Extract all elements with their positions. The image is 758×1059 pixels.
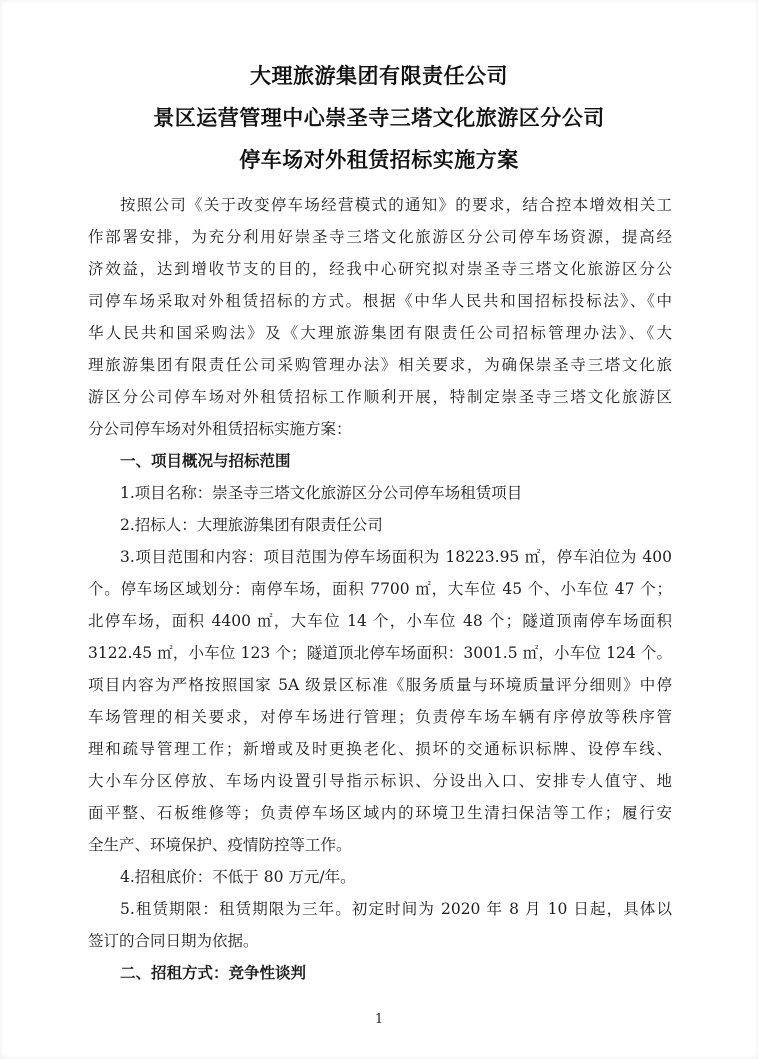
body-line: 项目内容为严格按照国家 5A 级景区标准《服务质量与环境质量评分细则》中停 — [88, 676, 672, 694]
body-line: 面平整、石板维修等；负责停车场区域内的环境卫生清扫保洁等工作；履行安 — [88, 804, 672, 822]
body-line: 济效益，达到增收节支的目的，经我中心研究拟对崇圣寺三塔文化旅游区分公 — [88, 260, 672, 278]
section-heading-overview: 一、项目概况与招标范围 — [120, 452, 291, 470]
item-project-name: 1.项目名称：崇圣寺三塔文化旅游区分公司停车场租赁项目 — [120, 484, 523, 502]
document-title-plan: 停车场对外租赁招标实施方案 — [239, 148, 519, 172]
body-line: 司停车场采取对外租赁招标的方式。根据《中华人民共和国招标投标法》、《中 — [88, 292, 672, 310]
item-scope: 3.项目范围和内容：项目范围为停车场面积为 18223.95 ㎡，停车泊位为 400 — [120, 548, 672, 566]
body-line: 车场管理的相关要求，对停车场进行管理；负责停车场车辆有序停放等秩序管 — [88, 708, 672, 726]
body-line: 理旅游集团有限责任公司采购管理办法》相关要求，为确保崇圣寺三塔文化旅 — [88, 356, 672, 374]
item-tenderer: 2.招标人：大理旅游集团有限责任公司 — [120, 516, 383, 534]
body-line: 按照公司《关于改变停车场经营模式的通知》的要求，结合控本增效相关工 — [120, 196, 672, 214]
body-line: 个。停车场区域划分：南停车场，面积 7700 ㎡，大车位 45 个、小车位 47 个； — [88, 580, 672, 598]
body-line: 作部署安排，为充分利用好崇圣寺三塔文化旅游区分公司停车场资源，提高经 — [88, 228, 672, 246]
item-reserve-price: 4.招租底价：不低于 80 万元/年。 — [120, 868, 356, 886]
body-line: 华人民共和国采购法》及《大理旅游集团有限责任公司招标管理办法》、《大 — [88, 324, 672, 342]
body-line: 分公司停车场对外租赁招标实施方案： — [88, 420, 352, 438]
body-line: 大小车分区停放、车场内设置引导指示标识、分设出入口、安排专人值守、地 — [88, 772, 672, 790]
body-line: 理和疏导管理工作；新增或及时更换老化、损坏的交通标识标牌、设停车线、 — [88, 740, 672, 758]
document-title-company: 大理旅游集团有限责任公司 — [250, 64, 508, 88]
body-line: 签订的合同日期为依据。 — [88, 932, 259, 950]
body-line: 北停车场，面积 4400 ㎡，大车位 14 个，小车位 48 个；隧道顶南停车场面积 — [88, 612, 672, 630]
item-lease-term: 5.租赁期限：租赁期限为三年。初定时间为 2020 年 8 月 10 日起，具体以 — [120, 900, 672, 918]
section-heading-method: 二、招租方式：竞争性谈判 — [120, 964, 307, 982]
document-title-branch: 景区运营管理中心崇圣寺三塔文化旅游区分公司 — [153, 106, 605, 130]
body-line: 全生产、环境保护、疫情防控等工作。 — [88, 836, 352, 854]
body-line: 游区分公司停车场对外租赁招标工作顺利开展，特制定崇圣寺三塔文化旅游区 — [88, 388, 672, 406]
page-number: 1 — [374, 1012, 384, 1027]
body-line: 3122.45 ㎡，小车位 123 个；隧道顶北停车场面积：3001.5 ㎡，小车位 124 个。 — [88, 644, 672, 662]
